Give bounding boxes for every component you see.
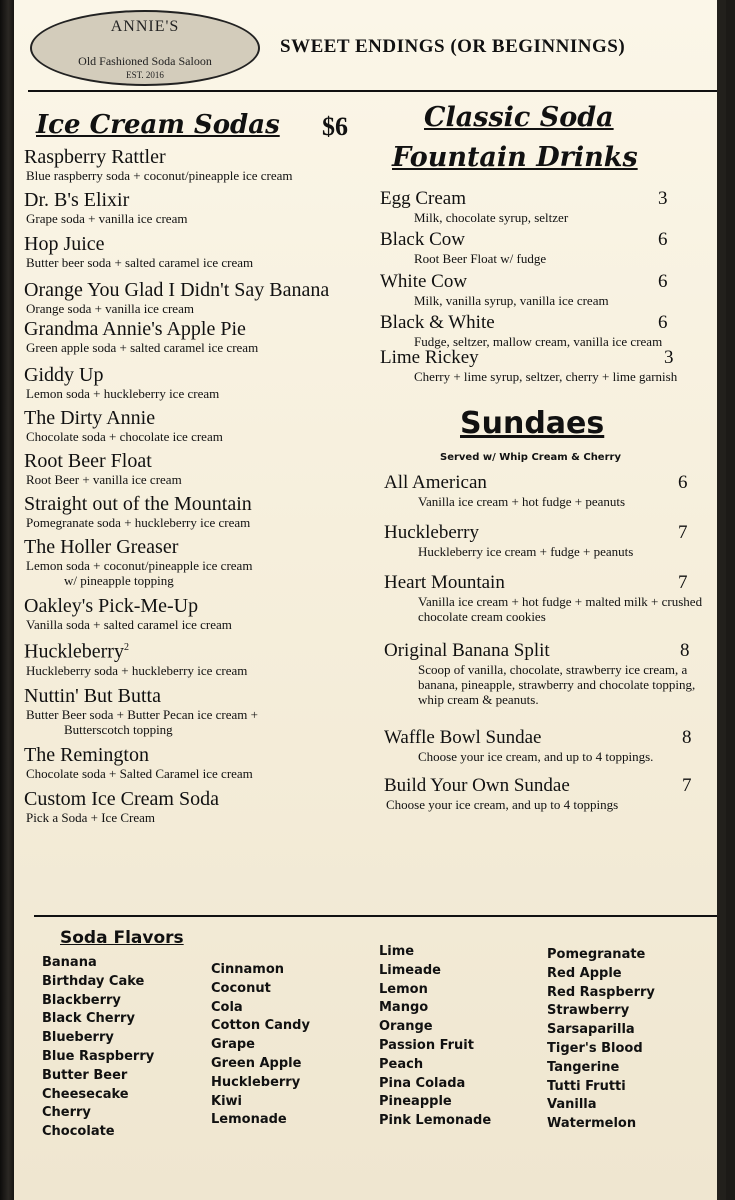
soda-name: Grandma Annie's Apple Pie (24, 318, 246, 340)
soda-menu-item (24, 189, 394, 226)
soda-flavor-item: Huckleberry (211, 1074, 301, 1090)
soda-flavor-item: Red Apple (547, 965, 622, 981)
flavors-column-4 (547, 946, 655, 1134)
soda-name: Orange You Glad I Didn't Say Banana (24, 279, 330, 301)
soda-menu-item (24, 744, 394, 781)
saloon-logo (30, 10, 260, 86)
sundae-item (384, 775, 714, 812)
fountain-drink-item (380, 188, 710, 225)
soda-menu-item (24, 637, 394, 678)
drink-description: Milk, vanilla syrup, vanilla ice cream (414, 293, 609, 308)
sundae-name: Huckleberry (384, 522, 479, 543)
soda-flavor-item: Lemonade (211, 1112, 287, 1128)
sundae-price: 7 (678, 572, 688, 593)
soda-flavor-item: Green Apple (211, 1055, 302, 1071)
soda-name: Oakley's Pick-Me-Up (24, 595, 199, 617)
fountain-drink-item (380, 271, 710, 308)
sundae-description: Vanilla ice cream + hot fudge + malted milk + crushed chocolate cream cookies (418, 594, 703, 624)
soda-flavors-heading: Soda Flavors (60, 928, 184, 948)
soda-flavor-item: Passion Fruit (379, 1037, 474, 1053)
soda-flavor-item: Birthday Cake (42, 973, 145, 989)
soda-menu-item (24, 595, 394, 632)
soda-menu-item (24, 233, 394, 270)
soda-name: The Dirty Annie (24, 407, 156, 429)
soda-flavor-item: Butter Beer (42, 1067, 128, 1083)
sundae-price: 8 (682, 727, 692, 748)
drink-price: 6 (658, 312, 668, 333)
drink-price: 6 (658, 229, 668, 250)
soda-menu-item (24, 146, 394, 183)
soda-flavor-item: Tiger's Blood (547, 1040, 643, 1056)
classic-soda-heading-line1: Classic Soda (424, 102, 614, 133)
soda-superscript: 2 (123, 642, 129, 653)
drink-name: Lime Rickey (380, 347, 479, 368)
soda-description: Root Beer + vanilla ice cream (26, 472, 182, 487)
soda-flavor-item: Cotton Candy (211, 1018, 310, 1034)
soda-description: Butter Beer soda + Butter Pecan ice cream + (26, 707, 258, 722)
header-divider (28, 90, 720, 92)
soda-flavor-item: Tutti Frutti (547, 1078, 626, 1094)
soda-flavor-item: Watermelon (547, 1116, 637, 1132)
fountain-drink-item (380, 312, 710, 349)
soda-name: Huckleberry (24, 640, 124, 663)
drink-description: Fudge, seltzer, mallow cream, vanilla ice cream (414, 334, 663, 349)
menu-page (14, 0, 726, 1200)
soda-menu-item (24, 279, 394, 316)
soda-flavor-item: Pina Colada (379, 1075, 466, 1091)
soda-flavor-item: Banana (42, 955, 97, 970)
soda-name: Giddy Up (24, 364, 104, 386)
soda-flavor-item: Red Raspberry (547, 984, 655, 1000)
soda-flavor-item: Blueberry (42, 1030, 114, 1046)
soda-menu-item (24, 685, 394, 737)
drink-price: 3 (658, 188, 668, 209)
soda-flavor-item: Orange (379, 1019, 433, 1035)
soda-flavor-item: Cheesecake (42, 1086, 129, 1102)
flavors-column-2 (211, 961, 310, 1130)
soda-flavor-item: Pineapple (379, 1094, 452, 1110)
soda-flavor-item: Strawberry (547, 1003, 630, 1019)
fountain-drink-item (380, 229, 710, 266)
soda-flavor-item: Sarsaparilla (547, 1022, 635, 1038)
soda-flavor-item: Pink Lemonade (379, 1113, 492, 1129)
sundaes-heading: Sundaes (460, 406, 605, 441)
sundae-item (384, 572, 714, 624)
soda-description: Chocolate soda + Salted Caramel ice cream (26, 766, 253, 781)
soda-description: Green apple soda + salted caramel ice cream (26, 340, 259, 355)
sundae-price: 7 (678, 522, 688, 543)
soda-flavor-item: Peach (379, 1056, 424, 1072)
soda-description: Chocolate soda + chocolate ice cream (26, 429, 223, 444)
soda-description: Butter beer soda + salted caramel ice cream (26, 255, 254, 270)
menu-page-edge (717, 0, 726, 1200)
drink-description: Milk, chocolate syrup, seltzer (414, 210, 569, 225)
soda-description: Huckleberry soda + huckleberry ice cream (26, 662, 248, 678)
fountain-drink-item (380, 347, 710, 384)
soda-menu-item (24, 536, 394, 588)
logo-name: ANNIE'S (110, 18, 180, 35)
sundae-price: 6 (678, 472, 688, 493)
soda-flavor-item: Vanilla (547, 1097, 597, 1113)
soda-description-cont: w/ pineapple topping (64, 573, 174, 588)
soda-menu-item (24, 318, 394, 355)
soda-menu-item (24, 493, 394, 530)
drink-name: Black & White (380, 312, 495, 333)
sundae-item (384, 727, 714, 764)
ice-cream-sodas-price: $6 (322, 112, 348, 141)
sundae-item (384, 640, 714, 707)
sundae-name: Heart Mountain (384, 572, 505, 593)
soda-name: Nuttin' But Butta (24, 685, 161, 707)
soda-flavor-item: Pomegranate (547, 947, 646, 962)
ice-cream-sodas-heading: Ice Cream Sodas (36, 110, 280, 140)
drink-description: Root Beer Float w/ fudge (414, 251, 547, 266)
menu-tagline: SWEET ENDINGS (OR BEGINNINGS) (280, 36, 626, 57)
soda-menu-item (24, 788, 394, 825)
drink-name: White Cow (380, 271, 468, 292)
soda-flavor-item: Lemon (379, 981, 428, 997)
soda-menu-item (24, 450, 394, 487)
drink-name: Black Cow (380, 229, 465, 250)
sundae-item (384, 522, 714, 559)
sundae-description: Choose your ice cream, and up to 4 toppings. (418, 749, 654, 764)
soda-name: Root Beer Float (24, 450, 152, 472)
drink-description: Cherry + lime syrup, seltzer, cherry + lime garnish (414, 369, 678, 384)
soda-description: Lemon soda + huckleberry ice cream (26, 386, 220, 401)
soda-flavor-item: Grape (211, 1037, 255, 1053)
soda-description: Pick a Soda + Ice Cream (26, 810, 155, 825)
soda-flavor-item: Cinnamon (211, 962, 285, 977)
sundae-description: Vanilla ice cream + hot fudge + peanuts (418, 494, 626, 509)
sundae-price: 7 (682, 775, 692, 796)
sundae-name: Original Banana Split (384, 640, 550, 661)
sundaes-note: Served w/ Whip Cream & Cherry (440, 452, 621, 463)
soda-description: Blue raspberry soda + coconut/pineapple ice cream (26, 168, 293, 183)
flavors-column-3 (379, 943, 491, 1131)
soda-name: The Holler Greaser (24, 536, 179, 558)
sundae-description: Scoop of vanilla, chocolate, strawberry ice cream, a banana, pineapple, strawberry and chocolate topping, whip cream & peanuts. (418, 662, 696, 707)
soda-flavor-item: Cola (211, 999, 243, 1015)
soda-description: Lemon soda + coconut/pineapple ice cream (26, 558, 253, 573)
soda-name: Straight out of the Mountain (24, 493, 252, 515)
soda-description: Vanilla soda + salted caramel ice cream (26, 617, 232, 632)
soda-flavor-item: Blackberry (42, 992, 121, 1008)
sundae-name: All American (384, 472, 487, 493)
sundae-description: Huckleberry ice cream + fudge + peanuts (418, 544, 634, 559)
classic-soda-heading-line2: Fountain Drinks (392, 142, 638, 173)
soda-name: The Remington (24, 744, 149, 766)
soda-description: Orange soda + vanilla ice cream (26, 301, 194, 316)
soda-flavor-item: Black Cherry (42, 1011, 135, 1027)
sundae-name: Build Your Own Sundae (384, 775, 570, 796)
soda-flavor-item: Blue Raspberry (42, 1048, 155, 1064)
drink-price: 3 (664, 347, 674, 368)
soda-flavor-item: Limeade (379, 962, 441, 978)
soda-flavor-item: Chocolate (42, 1124, 115, 1140)
soda-name: Dr. B's Elixir (24, 189, 130, 211)
sundae-description: Choose your ice cream, and up to 4 toppings (386, 797, 619, 812)
drink-name: Egg Cream (380, 188, 467, 209)
drink-price: 6 (658, 271, 668, 292)
soda-flavor-item: Mango (379, 1000, 429, 1016)
flavors-divider (34, 915, 718, 917)
soda-name: Custom Ice Cream Soda (24, 788, 219, 810)
sundae-item (384, 472, 714, 509)
soda-description-cont: Butterscotch topping (64, 722, 173, 737)
soda-menu-item (24, 407, 394, 444)
soda-flavor-item: Kiwi (211, 1093, 242, 1109)
logo-established: EST. 2016 (126, 70, 164, 80)
soda-name: Hop Juice (24, 233, 105, 255)
soda-menu-item (24, 364, 394, 401)
soda-description: Pomegranate soda + huckleberry ice cream (26, 515, 251, 530)
soda-flavor-item: Lime (379, 944, 415, 959)
soda-flavor-item: Tangerine (547, 1059, 620, 1075)
soda-flavor-item: Coconut (211, 980, 271, 996)
soda-description: Grape soda + vanilla ice cream (26, 211, 188, 226)
logo-subtitle: Old Fashioned Soda Saloon (78, 54, 212, 68)
soda-name: Raspberry Rattler (24, 146, 166, 168)
sundae-price: 8 (680, 640, 690, 661)
flavors-column-1 (42, 954, 154, 1142)
soda-name-row (24, 637, 394, 663)
sundae-name: Waffle Bowl Sundae (384, 727, 542, 748)
soda-flavor-item: Cherry (42, 1105, 91, 1121)
menu-binder-spine (0, 0, 14, 1200)
